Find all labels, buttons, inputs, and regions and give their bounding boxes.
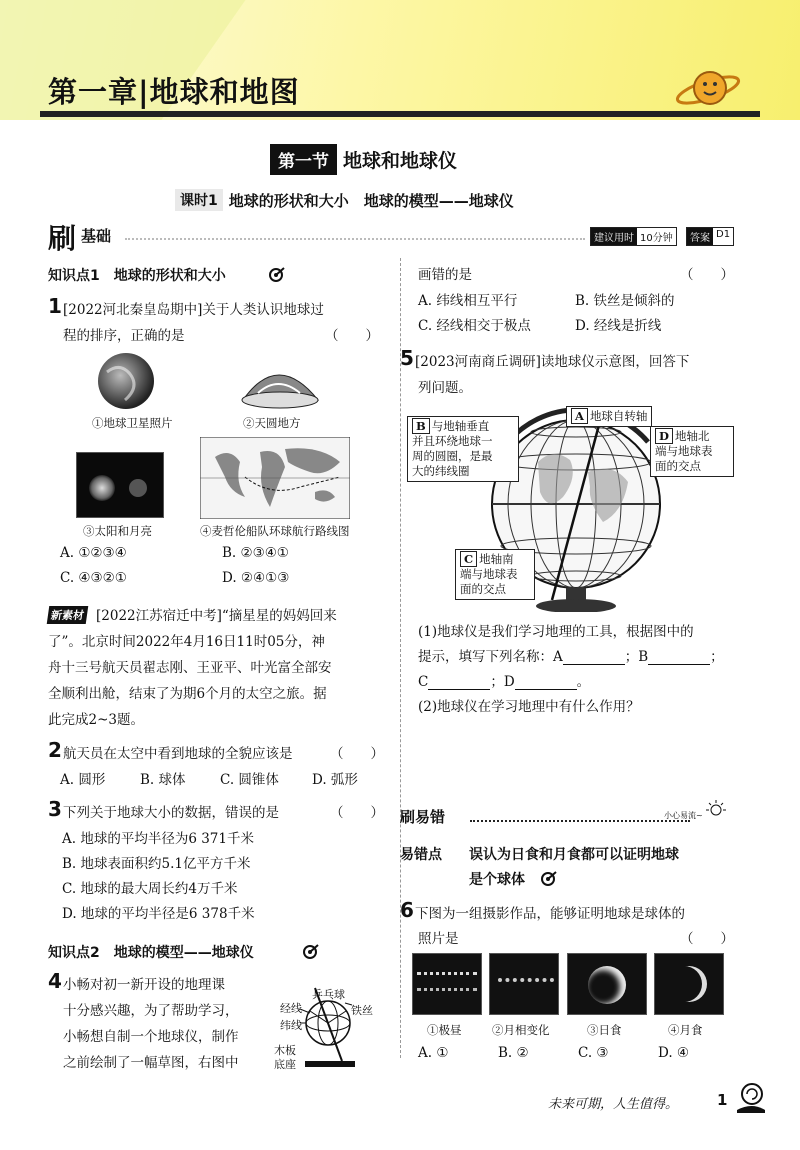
q1-answer-paren: （ ） — [325, 328, 379, 344]
mistake-sub: 小心易流~ — [664, 811, 703, 820]
q4-number: 4 — [48, 969, 62, 993]
q5-line1: [2023河南商丘调研]读地球仪示意图，回答下 — [415, 354, 690, 370]
material-line-2: 了”。北京时间2022年4月16日11时05分，神 — [48, 634, 325, 650]
magellan-route-map — [200, 437, 350, 519]
basic-label-big: 刷 — [48, 222, 77, 255]
q3-option-b: B. 地球表面积约5.1亿平方千米 — [62, 856, 251, 872]
q2-number: 2 — [48, 738, 62, 762]
blank-b[interactable] — [648, 651, 710, 665]
q6-line1: 下图为一组摄影作品，能够证明地球是球体的 — [415, 906, 685, 922]
time-value: 10分钟 — [640, 233, 673, 244]
section-name: 地球和地球仪 — [343, 149, 458, 172]
q1-caption-3: ③太阳和月亮 — [83, 524, 152, 538]
q4-option-d: D. 经线是折线 — [575, 318, 662, 334]
knowledge-point-2: 知识点2 地球的模型——地球仪 — [48, 945, 254, 961]
basic-label: 基础 — [81, 227, 112, 245]
lunar-eclipse-photo — [654, 953, 724, 1015]
q5-sub1-line3: C ；D 。 — [418, 674, 591, 690]
q1-caption-4: ④麦哲伦船队环球航行路线图 — [200, 524, 350, 538]
q2-text: 航天员在太空中看到地球的全貌应该是 — [63, 746, 293, 762]
blank-c[interactable] — [428, 676, 490, 690]
q5-sub1-line1: (1)地球仪是我们学习地理的工具，根据图中的 — [418, 624, 694, 640]
q3-text: 下列关于地球大小的数据，错误的是 — [63, 805, 279, 821]
snail-mascot-icon — [734, 1080, 768, 1116]
q1-option-a: A. ①②③④ — [60, 545, 127, 561]
answer-box — [686, 227, 734, 246]
mistake-point-label: 易错点 — [400, 847, 442, 863]
q5-number: 5 — [400, 346, 414, 370]
q1-line1: [2022河北秦皇岛期中]关于人类认识地球过 — [63, 302, 324, 318]
q2-option-a: A. 圆形 — [60, 772, 106, 788]
q4-line3: 小畅想自制一个地球仪，制作 — [63, 1029, 239, 1045]
chapter-underline — [40, 111, 760, 117]
q6-option-a: A. ① — [418, 1045, 449, 1061]
q1-line2: 程的排序，正确的是 — [63, 328, 185, 344]
q4-line4: 之前绘制了一幅草图，右图中 — [63, 1055, 239, 1071]
callout-b: B 与地轴垂直 并且环绕地球一 周的圆圈，是最 大的纬线圈 — [407, 416, 519, 482]
q4-option-a: A. 纬线相互平行 — [418, 293, 518, 309]
lesson-name: 地球的形状和大小 地球的模型——地球仪 — [228, 191, 514, 210]
footer-motto: 未来可期，人生值得。 — [548, 1097, 679, 1112]
q3-option-d: D. 地球的平均半径是6 378千米 — [62, 906, 255, 922]
basic-rule — [125, 238, 585, 240]
q6-option-d: D. ④ — [658, 1045, 690, 1061]
q2-answer-paren: （ ） — [330, 746, 384, 762]
label-dizuo: 底座 — [274, 1058, 296, 1071]
q3-number: 3 — [48, 797, 62, 821]
section-badge: 第一节 — [270, 144, 337, 175]
q2-option-c: C. 圆锥体 — [220, 772, 279, 788]
label-muban: 木板 — [274, 1044, 296, 1057]
q3-option-a: A. 地球的平均半径为6 371千米 — [62, 831, 254, 847]
target-icon — [268, 266, 286, 282]
mistake-rule — [470, 820, 690, 822]
label-tiesi: 铁丝 — [351, 1004, 373, 1017]
q4-line1: 小畅对初一新开设的地理课 — [63, 977, 225, 993]
label-weixian: 纬线 — [280, 1019, 302, 1032]
q5-line2: 列问题。 — [418, 380, 472, 396]
q4-line2: 十分感兴趣，为了帮助学习， — [63, 1003, 239, 1019]
solar-eclipse-photo — [567, 953, 647, 1015]
earth-satellite-photo — [95, 352, 157, 410]
blank-d[interactable] — [515, 676, 577, 690]
moon-phase-photo — [489, 953, 559, 1015]
q6-caption-1: ①极昼 — [427, 1023, 462, 1037]
lesson-title — [175, 189, 514, 211]
material-line-5: 此完成2~3题。 — [48, 712, 144, 728]
material-line-3: 舟十三号航天员翟志刚、王亚平、叶光富全部安 — [48, 660, 332, 676]
q6-caption-4: ④月食 — [668, 1023, 703, 1037]
material-line-4: 全顺利出舱，结束了为期6个月的太空之旅。据 — [48, 686, 327, 702]
q1-number: 1 — [48, 294, 62, 318]
q4-option-c: C. 经线相交于极点 — [418, 318, 531, 334]
q6-option-c: C. ③ — [578, 1045, 609, 1061]
time-label: 建议用时 — [591, 228, 637, 245]
answer-label: 答案 — [687, 228, 713, 245]
lesson-badge: 课时1 — [175, 189, 223, 211]
callout-d: D 地轴北 端与地球表 面的交点 — [650, 426, 734, 477]
q6-answer-paren: （ ） — [680, 931, 734, 947]
q4-answer-paren: （ ） — [680, 267, 734, 283]
q1-option-d: D. ②④①③ — [222, 570, 290, 586]
label-jingxian: 经线 — [280, 1002, 302, 1015]
section-title — [270, 145, 457, 173]
target-icon — [302, 943, 320, 959]
time-box — [590, 227, 677, 246]
chapter-title: 第一章|地球和地图 — [48, 75, 300, 109]
target-icon — [540, 870, 558, 886]
q1-option-c: C. ④③②① — [60, 570, 127, 586]
planet-logo-icon — [672, 62, 742, 118]
page-number: 1 — [717, 1091, 728, 1109]
q3-option-c: C. 地球的最大周长约4万千米 — [62, 881, 238, 897]
q1-caption-1: ①地球卫星照片 — [92, 416, 173, 430]
sun-doodle-icon — [706, 800, 726, 820]
answer-value: D1 — [716, 229, 731, 240]
q6-line2: 照片是 — [418, 931, 459, 947]
q4-continued: 画错的是 — [418, 267, 472, 283]
polar-day-photo — [412, 953, 482, 1015]
column-divider — [400, 258, 401, 1058]
q6-caption-2: ②月相变化 — [492, 1023, 550, 1037]
q5-sub2: (2)地球仪在学习地理中有什么作用？ — [418, 699, 640, 715]
mistake-point-line2: 是个球体 — [469, 872, 525, 888]
new-material-badge: 新素材 — [47, 606, 89, 624]
q5-sub1-line2: 提示，填写下列名称：A ；B ； — [418, 649, 724, 665]
q6-option-b: B. ② — [498, 1045, 529, 1061]
q2-option-b: B. 球体 — [140, 772, 186, 788]
q1-option-b: B. ②③④① — [222, 545, 289, 561]
dome-sky-illustration — [238, 355, 323, 410]
knowledge-point-1: 知识点1 地球的形状和大小 — [48, 268, 226, 284]
q6-caption-3: ③日食 — [587, 1023, 622, 1037]
label-pingpang: 乒乓球 — [312, 988, 345, 1001]
callout-c: C 地轴南 端与地球表 面的交点 — [455, 549, 535, 600]
mistake-point-line1: 误认为日食和月食都可以证明地球 — [469, 847, 679, 863]
q1-caption-2: ②天圆地方 — [243, 416, 301, 430]
q2-option-d: D. 弧形 — [312, 772, 358, 788]
callout-a: A 地球自转轴 — [566, 406, 652, 427]
sun-moon-photo — [76, 452, 164, 518]
q4-option-b: B. 铁丝是倾斜的 — [575, 293, 675, 309]
material-line-1: [2022江苏宿迁中考]“摘星星的妈妈回来 — [96, 608, 337, 624]
q3-answer-paren: （ ） — [330, 805, 384, 821]
q6-number: 6 — [400, 898, 414, 922]
mistake-label: 刷易错 — [400, 808, 446, 826]
blank-a[interactable] — [563, 651, 625, 665]
